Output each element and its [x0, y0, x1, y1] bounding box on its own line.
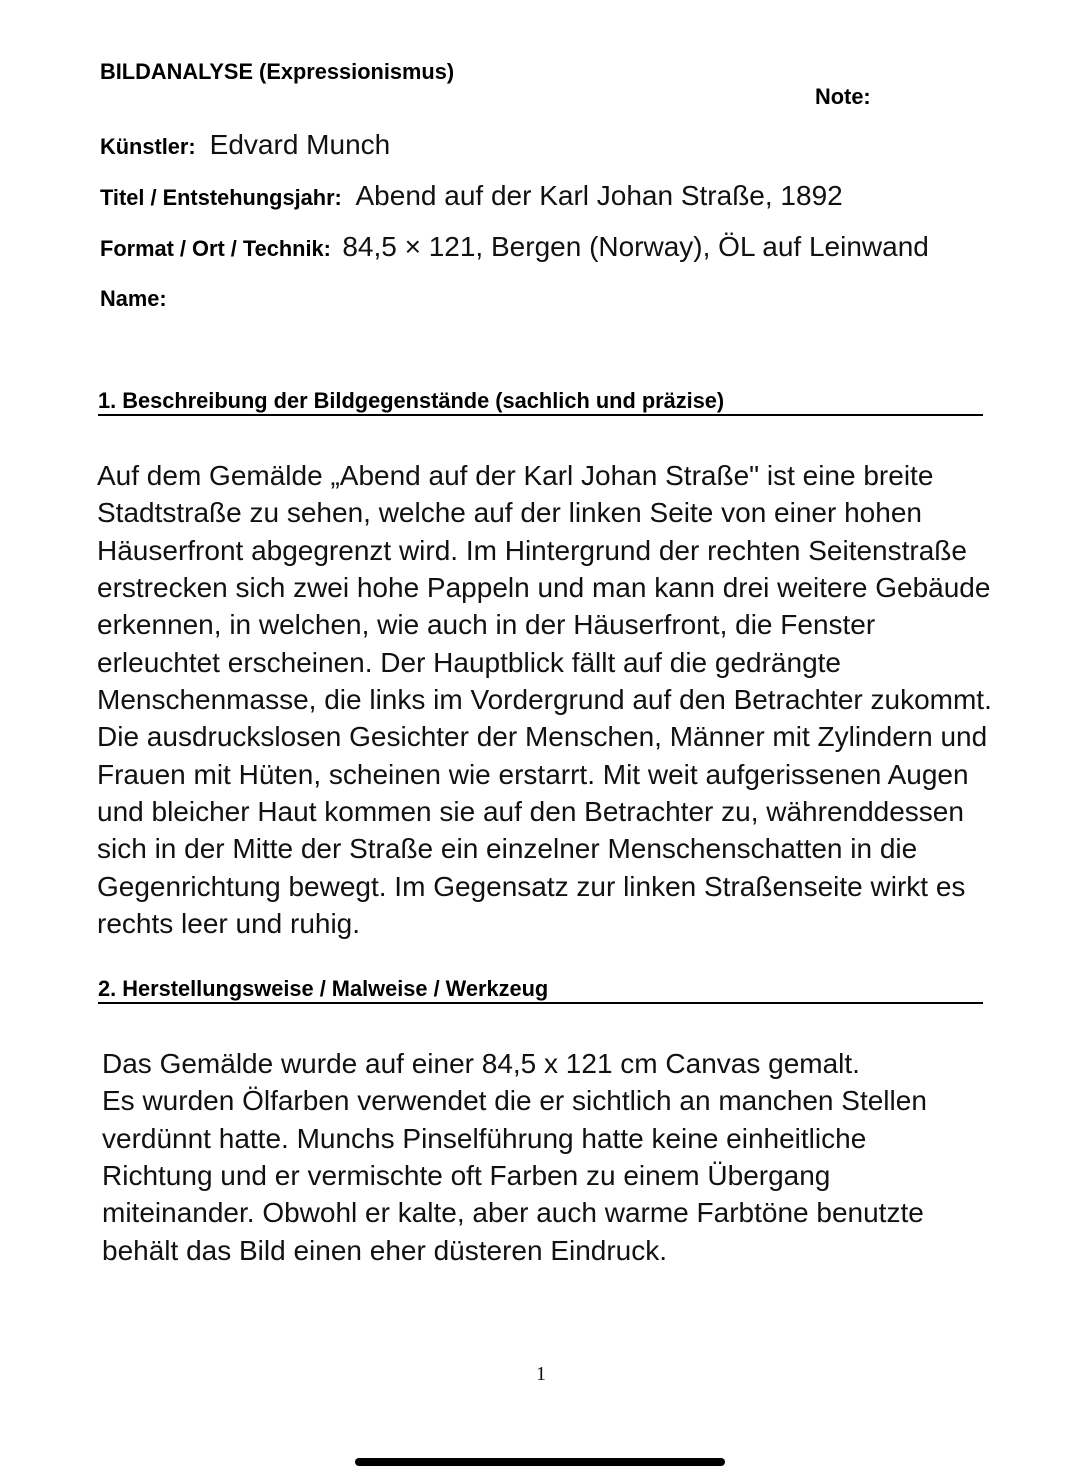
section-heading-technique: 2. Herstellungsweise / Malweise / Werkzeug [98, 976, 549, 1001]
field-format-technique [100, 227, 929, 267]
field-label-format-technique: Format / Ort / Technik: [100, 236, 331, 261]
field-value-title-year: Abend auf der Karl Johan Straße, 1892 [355, 180, 843, 211]
paragraph-line: Richtung und er vermischte oft Farben zu einem Übergang [102, 1160, 831, 1192]
paragraph-line: erkennen, in welchen, wie auch in der Häuserfront, die Fenster [97, 609, 876, 641]
field-label-name: Name: [100, 286, 167, 311]
field-label-artist: Künstler: [100, 134, 196, 159]
field-name [100, 279, 167, 319]
note-label: Note: [815, 84, 871, 109]
home-indicator[interactable] [355, 1458, 725, 1466]
paragraph-line: Das Gemälde wurde auf einer 84,5 x 121 cm Canvas gemalt. [102, 1048, 860, 1079]
paragraph-line: Gegenrichtung bewegt. Im Gegensatz zur linken Straßenseite wirkt es [97, 870, 966, 902]
field-label-title-year: Titel / Entstehungsjahr: [100, 185, 342, 210]
field-value-format-technique: 84,5 × 121, Bergen (Norway), ÖL auf Leinwand [342, 231, 929, 262]
paragraph-line: Menschenmasse, die links im Vordergrund auf den Betrachter zukommt. [97, 684, 992, 716]
paragraph-line: Auf dem Gemälde „Abend auf der Karl Johan Straße" ist eine breite [97, 460, 934, 491]
paragraph-line: Die ausdruckslosen Gesichter der Menschen, Männer mit Zylindern und [97, 721, 988, 753]
page-number: 1 [536, 1363, 546, 1385]
paragraph-line: behält das Bild einen eher düsteren Eindruck. [102, 1234, 668, 1266]
paragraph-line: erleuchtet erscheinen. Der Hauptblick fällt auf die gedrängte [97, 646, 841, 678]
section-body-description [97, 457, 992, 942]
paragraph-line: und bleicher Haut kommen sie auf den Betrachter zu, währenddessen [97, 796, 964, 828]
paragraph-line: miteinander. Obwohl er kalte, aber auch warme Farbtöne benutzte [102, 1197, 924, 1229]
paragraph-line: verdünnt hatte. Munchs Pinselführung hatte keine einheitliche [102, 1122, 867, 1154]
paragraph-line: Es wurden Ölfarben verwendet die er sichtlich an manchen Stellen [102, 1085, 927, 1117]
field-artist [100, 125, 390, 165]
section-divider [98, 414, 983, 416]
paragraph-line: erstrecken sich zwei hohe Pappeln und man kann drei weitere Gebäude [97, 572, 991, 604]
document-title: BILDANALYSE (Expressionismus) [100, 59, 455, 84]
section-heading-description: 1. Beschreibung der Bildgegenstände (sachlich und präzise) [98, 388, 725, 413]
field-value-artist: Edvard Munch [209, 129, 391, 160]
paragraph-line: sich in der Mitte der Straße ein einzelner Menschenschatten in die [97, 833, 918, 865]
paragraph-line: rechts leer und ruhig. [97, 908, 361, 940]
field-title-year [100, 176, 843, 216]
paragraph-line: Stadtstraße zu sehen, welche auf der linken Seite von einer hohen [97, 497, 922, 529]
section-divider [98, 1002, 983, 1004]
paragraph-line: Häuserfront abgegrenzt wird. Im Hintergrund der rechten Seitenstraße [97, 534, 967, 566]
paragraph-line: Frauen mit Hüten, scheinen wie erstarrt. Mit weit aufgerissenen Augen [97, 758, 969, 790]
section-body-technique [102, 1045, 927, 1269]
